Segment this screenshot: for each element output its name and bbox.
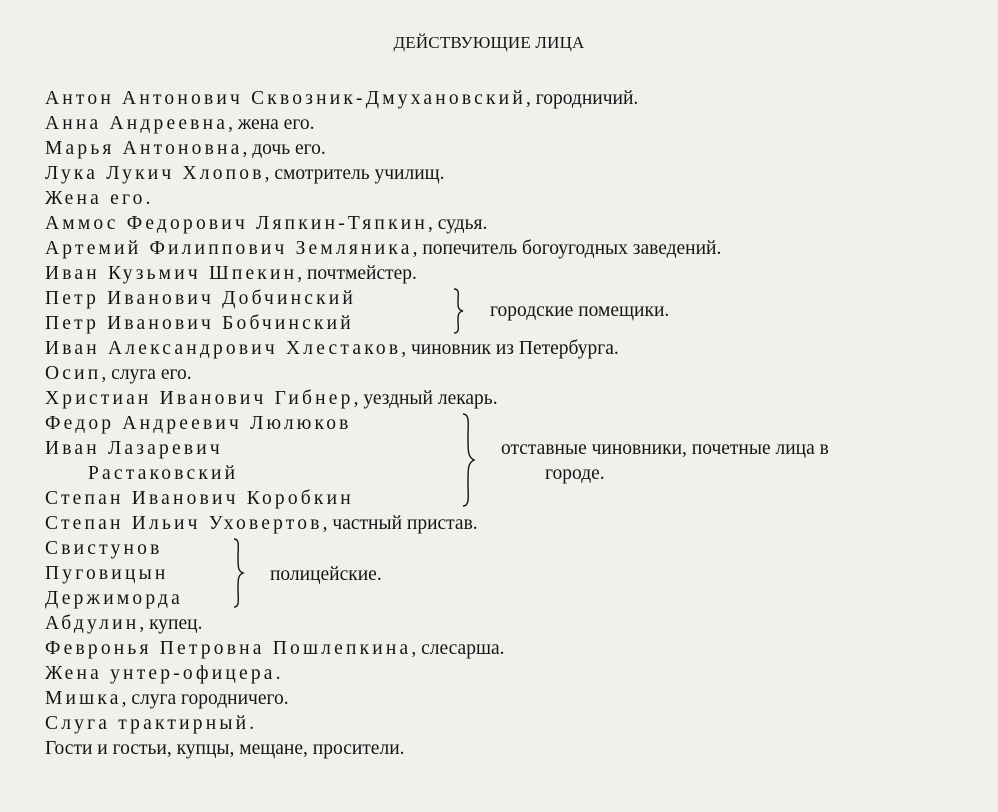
- character-description: , уездный лекарь.: [353, 388, 498, 409]
- character-line: [45, 211, 487, 236]
- character-description: , дочь его.: [242, 138, 326, 159]
- character-name: Степан Ильич Уховертов: [45, 513, 323, 534]
- character-line: [45, 111, 314, 136]
- brace-police: [228, 537, 248, 609]
- group-label-officials-line: городе.: [545, 463, 605, 484]
- character-description: , городничий.: [525, 88, 639, 109]
- character-name: Иван Александрович Хлестаков: [45, 338, 402, 359]
- character-name: Растаковский: [88, 463, 239, 484]
- character-description: , слесарша.: [411, 638, 505, 659]
- character-line: [45, 436, 223, 461]
- character-description: , смотритель училищ.: [264, 163, 445, 184]
- character-name: Анна Андреевна: [45, 113, 229, 134]
- character-description: , судья.: [428, 213, 488, 234]
- character-description: , чиновник из Петербурга.: [401, 338, 619, 359]
- character-name: Марья Антоновна: [45, 138, 243, 159]
- character-name: Антон Антонович Сквозник-Дмухановский: [45, 88, 526, 109]
- brace-officials: [457, 412, 479, 508]
- character-name: Артемий Филиппович Земляника: [45, 238, 413, 259]
- character-description: , почтмейстер.: [297, 263, 417, 284]
- character-name: Пуговицын: [45, 563, 169, 584]
- character-name: Свистунов: [45, 538, 163, 559]
- character-name: Петр Иванович Бобчинский: [45, 313, 354, 334]
- character-name: Степан Иванович Коробкин: [45, 488, 354, 509]
- character-name: Мишка: [45, 688, 122, 709]
- character-line: [45, 86, 638, 111]
- character-name: Иван Лазаревич: [45, 438, 223, 459]
- character-description: , слуга его.: [101, 363, 192, 384]
- character-name: Слуга трактирный.: [45, 713, 258, 734]
- character-name: Лука Лукич Хлопов: [45, 163, 265, 184]
- page-title: ДЕЙСТВУЮЩИЕ ЛИЦА: [393, 33, 585, 52]
- character-description: , частный пристав.: [322, 513, 478, 534]
- character-name: Жена унтер-офицера.: [45, 663, 284, 684]
- character-line: [45, 711, 257, 736]
- character-name: Осип: [45, 363, 102, 384]
- character-line: [45, 186, 154, 211]
- character-line: [45, 486, 354, 511]
- character-description: , попечитель богоугодных заведений.: [412, 238, 722, 259]
- character-line: [45, 336, 619, 361]
- character-line: [45, 161, 445, 186]
- group-label-officials-line: отставные чиновники, почетные лица в: [501, 438, 829, 459]
- character-name: Держиморда: [45, 588, 184, 609]
- character-line: [45, 236, 721, 261]
- character-name: Февронья Петровна Пошлепкина: [45, 638, 412, 659]
- character-line: [45, 611, 202, 636]
- character-line: [88, 461, 238, 486]
- character-description: , купец.: [139, 613, 203, 634]
- group-label-landowners: городские помещики.: [490, 300, 670, 321]
- group-label-officials-text: [501, 436, 901, 486]
- character-description: Гости и гостьи, купцы, мещане, просители.: [45, 738, 405, 759]
- character-name: Петр Иванович Добчинский: [45, 288, 357, 309]
- character-line: [45, 361, 192, 386]
- character-description: , слуга городничего.: [121, 688, 289, 709]
- character-name: Христиан Иванович Гибнер: [45, 388, 354, 409]
- character-name: Жена его.: [45, 188, 154, 209]
- character-line: [45, 586, 183, 611]
- character-line: [45, 286, 356, 311]
- character-description: , жена его.: [228, 113, 315, 134]
- character-line: [45, 311, 354, 336]
- character-line: [45, 736, 405, 761]
- character-line: [45, 636, 505, 661]
- character-line: [45, 511, 478, 536]
- character-line: [45, 661, 284, 686]
- character-line: [45, 536, 163, 561]
- character-line: [45, 561, 169, 586]
- character-name: Иван Кузьмич Шпекин: [45, 263, 298, 284]
- character-line: [45, 686, 289, 711]
- group-label-police: полицейские.: [270, 564, 382, 585]
- group-label-officials: [501, 436, 901, 486]
- character-name: Федор Андреевич Люлюков: [45, 413, 352, 434]
- character-line: [45, 386, 498, 411]
- character-name: Аммос Федорович Ляпкин-Тяпкин: [45, 213, 429, 234]
- character-line: [45, 136, 326, 161]
- character-name: Абдулин: [45, 613, 140, 634]
- character-line: [45, 261, 417, 286]
- brace-landowners: [448, 287, 468, 335]
- character-line: [45, 411, 352, 436]
